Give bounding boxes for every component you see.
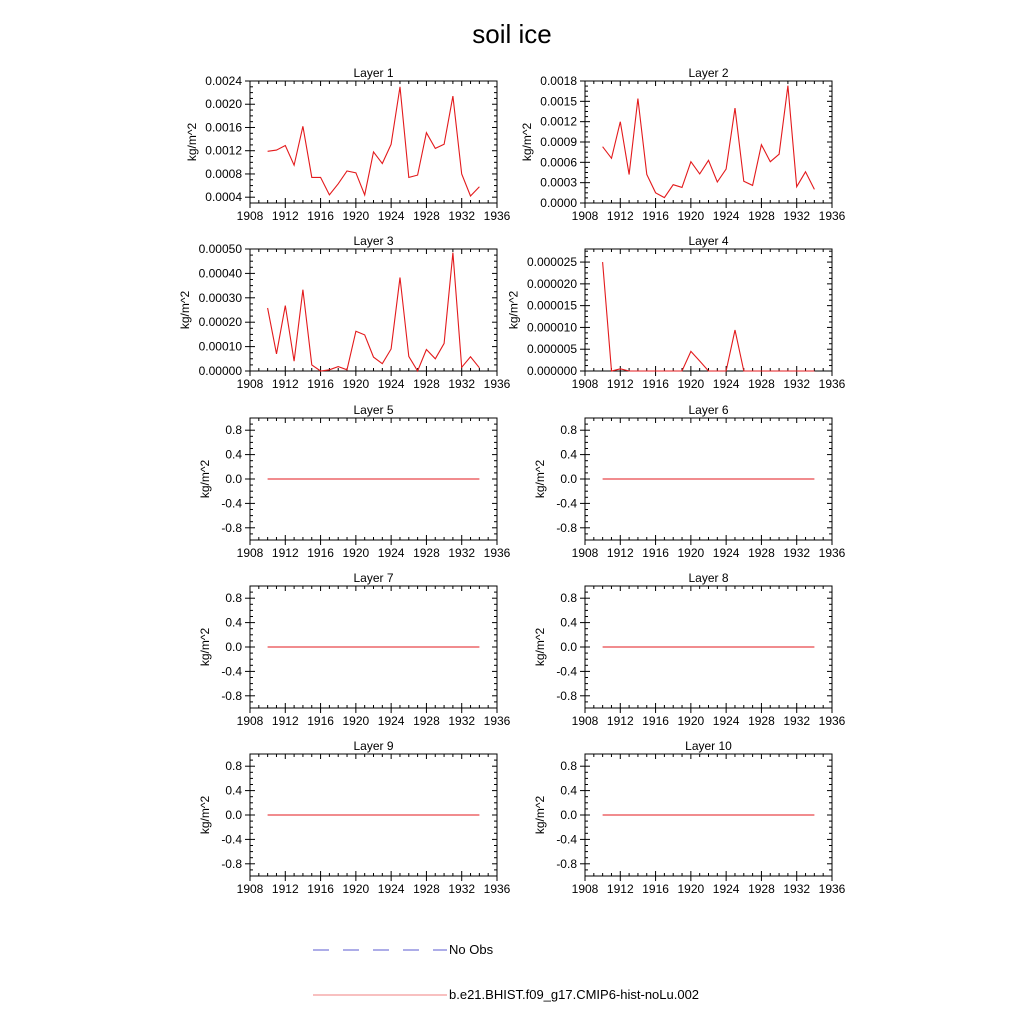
- x-tick-label: 1936: [483, 714, 511, 728]
- y-tick-label: 0.0: [560, 640, 577, 654]
- x-tick-label: 1908: [236, 209, 264, 223]
- y-axis-label: kg/m^2: [184, 122, 199, 162]
- y-axis-label: kg/m^2: [506, 290, 521, 330]
- y-axis-label: kg/m^2: [198, 459, 213, 499]
- y-tick-label: 0.00010: [198, 339, 242, 354]
- y-tick-label: -0.8: [556, 520, 577, 535]
- x-tick-label: 1908: [236, 882, 264, 896]
- x-tick-label: 1924: [377, 377, 405, 391]
- x-tick-label: 1908: [571, 209, 599, 223]
- x-tick-label: 1924: [712, 882, 740, 896]
- y-tick-label: -0.4: [221, 664, 242, 679]
- y-tick-label: -0.4: [556, 664, 577, 679]
- y-tick-label: 0.4: [225, 783, 242, 798]
- x-tick-label: 1912: [606, 377, 634, 391]
- x-tick-label: 1932: [783, 209, 811, 223]
- x-tick-label: 1924: [377, 714, 405, 728]
- x-tick-label: 1936: [483, 377, 511, 391]
- x-tick-label: 1916: [642, 882, 669, 896]
- y-tick-label: -0.4: [221, 832, 242, 847]
- x-tick-label: 1916: [642, 714, 669, 728]
- y-tick-label: 0.0: [560, 472, 577, 486]
- y-tick-label: 0.8: [560, 591, 577, 606]
- x-tick-label: 1924: [712, 546, 740, 560]
- panel-layer-2: [520, 66, 846, 223]
- y-tick-label: 0.0003: [540, 175, 577, 190]
- x-tick-label: 1936: [483, 882, 511, 896]
- plot-frame: [585, 249, 832, 371]
- y-tick-label: -0.8: [221, 520, 242, 535]
- x-tick-label: 1932: [448, 714, 476, 728]
- legend-entry-model: [313, 987, 699, 1002]
- x-tick-label: 1928: [413, 377, 440, 391]
- x-tick-label: 1916: [642, 377, 669, 391]
- y-tick-label: 0.0: [560, 808, 577, 822]
- y-tick-label: -0.4: [556, 496, 577, 511]
- x-tick-label: 1916: [307, 377, 334, 391]
- x-tick-label: 1912: [271, 546, 299, 560]
- x-tick-label: 1920: [677, 714, 705, 728]
- x-tick-label: 1920: [342, 882, 370, 896]
- legend-label-no-obs: No Obs: [449, 942, 494, 957]
- x-tick-label: 1928: [413, 882, 440, 896]
- y-tick-label: 0.0004: [205, 190, 242, 205]
- y-tick-label: 0.8: [225, 591, 242, 606]
- x-tick-label: 1920: [342, 209, 370, 223]
- y-axis-label: kg/m^2: [198, 627, 213, 667]
- y-tick-label: -0.8: [221, 856, 242, 871]
- x-tick-label: 1928: [748, 209, 775, 223]
- y-tick-label: 0.0015: [540, 94, 577, 109]
- x-tick-label: 1920: [677, 209, 705, 223]
- x-tick-label: 1936: [818, 546, 846, 560]
- x-tick-label: 1932: [448, 546, 476, 560]
- y-tick-label: 0.00040: [198, 266, 242, 281]
- panel-title: Layer 1: [353, 66, 394, 80]
- y-tick-label: 0.4: [225, 615, 242, 630]
- x-tick-label: 1916: [307, 209, 334, 223]
- x-tick-label: 1908: [236, 546, 264, 560]
- x-tick-label: 1932: [448, 209, 476, 223]
- x-tick-label: 1932: [448, 882, 476, 896]
- panel-title: Layer 7: [353, 571, 394, 585]
- x-tick-label: 1912: [606, 882, 634, 896]
- x-tick-label: 1936: [483, 209, 511, 223]
- y-axis-label: kg/m^2: [519, 122, 534, 162]
- series-line-layer-1: [268, 87, 480, 196]
- x-tick-label: 1924: [377, 882, 405, 896]
- x-tick-label: 1908: [236, 714, 264, 728]
- panel-layer-6: [533, 403, 845, 560]
- panel-title: Layer 2: [688, 66, 729, 80]
- y-tick-label: 0.0000: [540, 196, 577, 210]
- series-line-layer-3: [268, 253, 480, 371]
- y-tick-label: 0.0012: [205, 143, 242, 158]
- y-tick-label: 0.000010: [526, 320, 577, 335]
- y-tick-label: 0.0006: [540, 155, 577, 170]
- x-tick-label: 1908: [571, 714, 599, 728]
- x-tick-label: 1928: [413, 546, 440, 560]
- y-axis-label: kg/m^2: [198, 795, 213, 835]
- x-tick-label: 1920: [677, 377, 705, 391]
- x-tick-label: 1932: [448, 377, 476, 391]
- plot-frame: [250, 81, 497, 203]
- x-tick-label: 1928: [748, 377, 775, 391]
- y-tick-label: 0.00050: [198, 242, 242, 256]
- x-tick-label: 1920: [677, 546, 705, 560]
- y-tick-label: 0.00030: [198, 290, 242, 305]
- x-tick-label: 1912: [271, 377, 299, 391]
- x-tick-label: 1908: [571, 377, 599, 391]
- x-tick-label: 1928: [748, 882, 775, 896]
- x-tick-label: 1908: [571, 882, 599, 896]
- y-tick-label: 0.8: [560, 759, 577, 774]
- x-tick-label: 1920: [342, 546, 370, 560]
- y-tick-label: -0.8: [556, 856, 577, 871]
- x-tick-label: 1928: [413, 209, 440, 223]
- x-tick-label: 1908: [236, 377, 264, 391]
- plot-frame: [250, 249, 497, 371]
- y-tick-label: 0.4: [560, 783, 577, 798]
- legend-label-model: b.e21.BHIST.f09_g17.CMIP6-hist-noLu.002: [449, 987, 700, 1002]
- x-tick-label: 1916: [307, 546, 334, 560]
- x-tick-label: 1912: [271, 882, 299, 896]
- x-tick-label: 1924: [712, 377, 740, 391]
- y-tick-label: 0.0016: [205, 120, 242, 135]
- y-tick-label: 0.000000: [526, 364, 577, 378]
- y-tick-label: 0.0008: [205, 166, 242, 181]
- y-tick-label: 0.0024: [205, 74, 242, 88]
- panel-title: Layer 10: [685, 739, 732, 753]
- x-tick-label: 1916: [307, 882, 334, 896]
- x-tick-label: 1920: [677, 882, 705, 896]
- y-tick-label: 0.0: [225, 640, 242, 654]
- x-tick-label: 1932: [783, 377, 811, 391]
- x-tick-label: 1912: [606, 546, 634, 560]
- y-tick-label: 0.0009: [540, 135, 577, 149]
- y-tick-label: 0.8: [225, 759, 242, 774]
- y-axis-label: kg/m^2: [178, 290, 193, 330]
- y-tick-label: 0.8: [225, 423, 242, 438]
- panel-title: Layer 4: [688, 234, 729, 248]
- x-tick-label: 1912: [606, 209, 634, 223]
- y-tick-label: 0.0018: [540, 74, 577, 88]
- y-tick-label: -0.8: [221, 688, 242, 703]
- x-tick-label: 1908: [571, 546, 599, 560]
- x-tick-label: 1924: [377, 546, 405, 560]
- legend-entry-no-obs: [313, 942, 494, 957]
- y-axis-label: kg/m^2: [533, 795, 548, 835]
- y-tick-label: 0.0012: [540, 114, 577, 129]
- panels: [178, 66, 846, 896]
- panel-title: Layer 6: [688, 403, 729, 417]
- plot-frame: [585, 81, 832, 203]
- y-tick-label: 0.000015: [526, 298, 577, 313]
- x-tick-label: 1936: [483, 546, 511, 560]
- y-tick-label: 0.00000: [198, 364, 242, 378]
- panel-layer-10: [533, 739, 845, 896]
- y-tick-label: 0.8: [560, 423, 577, 438]
- panel-layer-4: [506, 234, 845, 391]
- panel-title: Layer 5: [353, 403, 394, 417]
- x-tick-label: 1920: [342, 377, 370, 391]
- x-tick-label: 1936: [818, 882, 846, 896]
- figure-title: soil ice: [472, 19, 552, 49]
- y-tick-label: -0.4: [556, 832, 577, 847]
- x-tick-label: 1936: [818, 377, 846, 391]
- y-tick-label: 0.4: [225, 447, 242, 462]
- y-tick-label: 0.4: [560, 615, 577, 630]
- panel-layer-1: [185, 66, 511, 223]
- x-tick-label: 1932: [783, 714, 811, 728]
- panel-title: Layer 9: [353, 739, 394, 753]
- x-tick-label: 1928: [413, 714, 440, 728]
- y-tick-label: -0.8: [556, 688, 577, 703]
- y-tick-label: 0.0020: [205, 97, 242, 112]
- y-tick-label: 0.0: [225, 808, 242, 822]
- x-tick-label: 1924: [712, 209, 740, 223]
- y-tick-label: 0.4: [560, 447, 577, 462]
- x-tick-label: 1912: [271, 714, 299, 728]
- y-tick-label: 0.0: [225, 472, 242, 486]
- x-tick-label: 1924: [712, 714, 740, 728]
- y-axis-label: kg/m^2: [533, 459, 548, 499]
- panel-title: Layer 3: [353, 234, 394, 248]
- panel-layer-8: [533, 571, 845, 728]
- y-tick-label: 0.000020: [526, 276, 577, 291]
- y-tick-label: 0.00020: [198, 315, 242, 330]
- y-tick-label: 0.000005: [526, 342, 577, 357]
- x-tick-label: 1916: [307, 714, 334, 728]
- x-tick-label: 1936: [818, 714, 846, 728]
- panel-layer-3: [178, 234, 511, 391]
- panel-layer-5: [198, 403, 510, 560]
- x-tick-label: 1924: [377, 209, 405, 223]
- legend: [313, 942, 699, 1002]
- panel-layer-9: [198, 739, 510, 896]
- y-tick-label: -0.4: [221, 496, 242, 511]
- x-tick-label: 1936: [818, 209, 846, 223]
- x-tick-label: 1932: [783, 546, 811, 560]
- x-tick-label: 1912: [606, 714, 634, 728]
- y-axis-label: kg/m^2: [533, 627, 548, 667]
- x-tick-label: 1928: [748, 714, 775, 728]
- y-tick-label: 0.000025: [526, 255, 577, 270]
- x-tick-label: 1932: [783, 882, 811, 896]
- x-tick-label: 1916: [642, 209, 669, 223]
- x-tick-label: 1928: [748, 546, 775, 560]
- series-line-layer-4: [603, 262, 815, 371]
- x-tick-label: 1920: [342, 714, 370, 728]
- series-line-layer-2: [603, 86, 815, 198]
- panel-title: Layer 8: [688, 571, 729, 585]
- x-tick-label: 1916: [642, 546, 669, 560]
- panel-layer-7: [198, 571, 510, 728]
- x-tick-label: 1912: [271, 209, 299, 223]
